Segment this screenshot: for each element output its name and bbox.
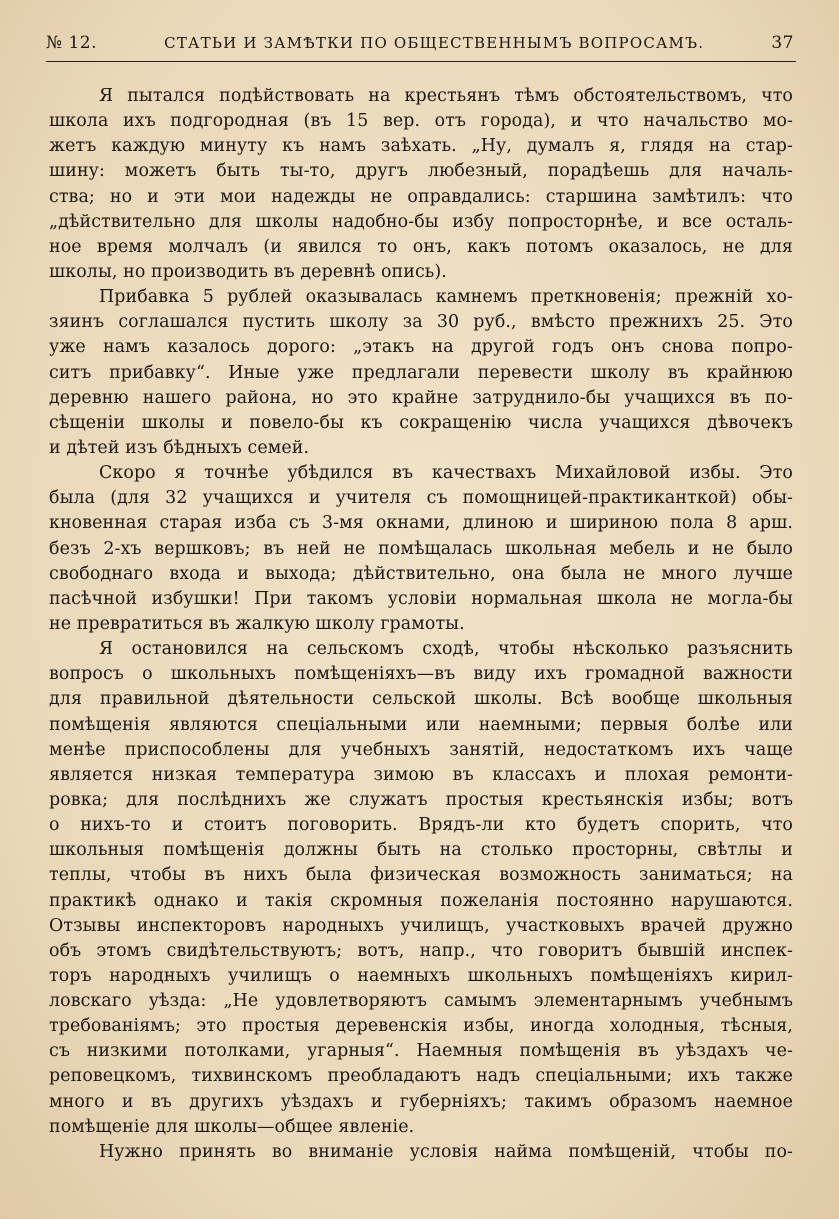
text-line: помѣщенія являются спеціальными или наемными; первыя болѣе или bbox=[49, 714, 793, 735]
text-line: школьныя помѣщенія должны быть на столько просторны, свѣтлы и bbox=[49, 840, 793, 861]
text-line: Я остановился на сельскомъ сходѣ, чтобы нѣсколько разъяснить bbox=[99, 639, 793, 660]
text-line: съ низкими потолками, угарныя“. Наемныя помѣщенія въ уѣздахъ че- bbox=[49, 1041, 793, 1062]
article-body bbox=[49, 84, 793, 1165]
text-line: менѣе приспособлены для учебныхъ занятій, недостаткомъ ихъ чаще bbox=[49, 739, 793, 760]
text-line: свободнаго входа и выхода; дѣйствительно, она была не много лучше bbox=[49, 563, 793, 584]
text-line: зяинъ соглашался пустить школу за 30 руб., вмѣсто прежнихъ 25. Это bbox=[49, 312, 793, 333]
text-line: вопросъ о школьныхъ помѣщеніяхъ—въ виду ихъ громадной важности bbox=[49, 664, 793, 685]
text-line: объ этомъ свидѣтельствуютъ; вотъ, напр., что говоритъ бывшій инспек- bbox=[49, 940, 793, 961]
text-line: школа ихъ подгородная (въ 15 вер. отъ города), и что начальство мо- bbox=[49, 111, 793, 132]
text-line: ства; но и эти мои надежды не оправдались: старшина замѣтилъ: что bbox=[49, 186, 793, 207]
text-line: Отзывы инспекторовъ народныхъ училищъ, участковыхъ врачей дружно bbox=[49, 915, 793, 936]
text-line: уже намъ казалось дорого: „этакъ на другой годъ онъ снова попро- bbox=[49, 337, 793, 358]
text-line: пасѣчной избушки! При такомъ условіи нормальная школа не могла-бы bbox=[49, 588, 793, 609]
text-line: жетъ каждую минуту къ намъ заѣхать. „Ну, думалъ я, глядя на стар- bbox=[49, 136, 793, 157]
text-line: не превратиться въ жалкую школу грамоты. bbox=[49, 613, 465, 634]
text-line: реповецкомъ, тихвинскомъ преобладаютъ надъ спеціальными; ихъ также bbox=[49, 1066, 793, 1087]
text-line: кновенная старая изба съ 3-мя окнами, длиною и шириною пола 8 арш. bbox=[49, 513, 793, 534]
text-line: ситъ прибавку“. Иные уже предлагали перевести школу въ крайнюю bbox=[49, 362, 793, 383]
text-line: много и въ другихъ уѣздахъ и губерніяхъ; такимъ образомъ наемное bbox=[49, 1091, 793, 1112]
page-number: 37 bbox=[771, 33, 794, 53]
text-line: была (для 32 учащихся и учителя съ помощницей-практиканткой) обы- bbox=[49, 488, 793, 509]
text-line: школы, но производить въ деревнѣ опись). bbox=[49, 261, 447, 282]
text-line: является низкая температура зимою въ классахъ и плохая ремонти- bbox=[49, 764, 793, 785]
text-line: ровка; для послѣднихъ же служатъ простыя крестьянскія избы; вотъ bbox=[49, 789, 793, 810]
text-line: теплы, чтобы въ нихъ была физическая возможность заниматься; на bbox=[49, 865, 793, 886]
text-line: деревню нашего района, но это крайне затруднило-бы учащихся въ по- bbox=[49, 387, 793, 408]
text-line: торъ народныхъ училищъ о наемныхъ школьныхъ помѣщеніяхъ кирил- bbox=[49, 965, 793, 986]
text-line: ное время молчалъ (и явился то онъ, какъ потомъ оказалось, не для bbox=[49, 236, 793, 257]
text-line: и дѣтей изъ бѣдныхъ семей. bbox=[49, 437, 310, 458]
text-line: шину: можетъ быть ты-то, другъ любезный, порадѣешь для началь- bbox=[49, 161, 793, 182]
text-line: „дѣйствительно для школы надобно-бы избу попросторнѣе, и все осталь- bbox=[49, 211, 793, 232]
text-line: для правильной дѣятельности сельской школы. Всѣ вообще школьныя bbox=[49, 689, 793, 710]
text-line: требованіямъ; это простыя деревенскія избы, иногда холодныя, тѣсныя, bbox=[49, 1016, 793, 1037]
issue-number: № 12. bbox=[46, 33, 98, 53]
text-line: Нужно принять во вниманіе условія найма помѣщеній, чтобы по- bbox=[99, 1141, 793, 1162]
text-line: ловскаго уѣзда: „Не удовлетворяютъ самымъ элементарнымъ учебнымъ bbox=[49, 991, 793, 1012]
text-line: о нихъ-то и стоитъ поговорить. Врядъ-ли кто будетъ спорить, что bbox=[49, 815, 793, 836]
text-line: Скоро я точнѣе убѣдился въ качествахъ Михайловой избы. Это bbox=[99, 463, 793, 484]
text-line: Прибавка 5 рублей оказывалась камнемъ преткновенія; прежній хо- bbox=[99, 287, 793, 308]
text-line: сѣщеніи школы и повело-бы къ сокращенію числа учащихся дѣвочекъ bbox=[49, 412, 793, 433]
text-line: Я пытался подѣйствовать на крестьянъ тѣмъ обстоятельствомъ, что bbox=[99, 86, 793, 106]
header-rule bbox=[46, 61, 796, 62]
header-title: СТАТЬИ И ЗАМѢТКИ ПО ОБЩЕСТВЕННЫМЪ ВОПРОСАМЪ. bbox=[164, 34, 705, 52]
text-line: помѣщеніе для школы—общее явленіе. bbox=[49, 1116, 415, 1137]
text-line: практикѣ однако и такія скромныя пожеланія постоянно нарушаются. bbox=[49, 890, 793, 911]
running-header bbox=[46, 33, 794, 59]
text-line: безъ 2-хъ вершковъ; въ ней не помѣщалась школьная мебель и не было bbox=[49, 538, 793, 559]
